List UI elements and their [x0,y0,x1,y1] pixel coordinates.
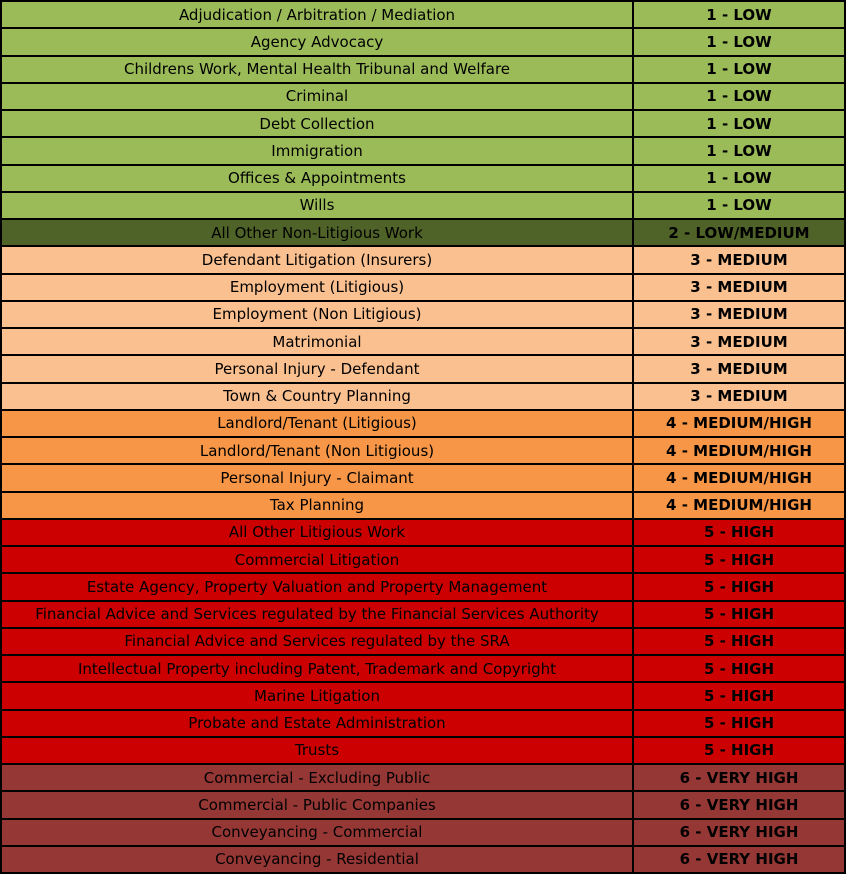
table-row [1,573,845,600]
practice-area-cell: Agency Advocacy [1,28,633,55]
risk-level-cell: 3 - MEDIUM [633,246,845,273]
table-row [1,846,845,873]
risk-level-cell: 4 - MEDIUM/HIGH [633,492,845,519]
practice-area-cell: Personal Injury - Defendant [1,355,633,382]
risk-level-cell: 5 - HIGH [633,519,845,546]
practice-area-cell: Employment (Non Litigious) [1,301,633,328]
table-row [1,219,845,246]
risk-table-body [1,1,845,873]
risk-level-cell: 5 - HIGH [633,655,845,682]
practice-area-cell: Commercial Litigation [1,546,633,573]
table-row [1,1,845,28]
table-row [1,628,845,655]
practice-area-cell: Tax Planning [1,492,633,519]
practice-area-cell: Conveyancing - Residential [1,846,633,873]
table-row [1,601,845,628]
practice-area-cell: All Other Litigious Work [1,519,633,546]
table-row [1,492,845,519]
risk-level-cell: 1 - LOW [633,83,845,110]
risk-level-cell: 5 - HIGH [633,628,845,655]
risk-level-cell: 3 - MEDIUM [633,383,845,410]
practice-area-cell: Landlord/Tenant (Litigious) [1,410,633,437]
risk-level-cell: 1 - LOW [633,56,845,83]
risk-level-cell: 5 - HIGH [633,737,845,764]
table-row [1,682,845,709]
risk-level-cell: 4 - MEDIUM/HIGH [633,464,845,491]
risk-level-cell: 4 - MEDIUM/HIGH [633,437,845,464]
risk-level-cell: 4 - MEDIUM/HIGH [633,410,845,437]
risk-level-cell: 3 - MEDIUM [633,328,845,355]
table-row [1,56,845,83]
table-row [1,710,845,737]
practice-area-cell: Immigration [1,137,633,164]
risk-level-cell: 3 - MEDIUM [633,274,845,301]
risk-level-cell: 5 - HIGH [633,601,845,628]
practice-area-cell: Criminal [1,83,633,110]
table-row [1,328,845,355]
practice-area-cell: Probate and Estate Administration [1,710,633,737]
risk-level-cell: 6 - VERY HIGH [633,791,845,818]
table-row [1,737,845,764]
table-row [1,28,845,55]
table-row [1,791,845,818]
risk-level-cell: 6 - VERY HIGH [633,846,845,873]
risk-level-cell: 1 - LOW [633,28,845,55]
table-row [1,246,845,273]
risk-level-cell: 3 - MEDIUM [633,355,845,382]
table-row [1,110,845,137]
risk-level-cell: 6 - VERY HIGH [633,764,845,791]
risk-level-cell: 1 - LOW [633,1,845,28]
practice-area-cell: Personal Injury - Claimant [1,464,633,491]
risk-level-cell: 5 - HIGH [633,546,845,573]
risk-level-cell: 2 - LOW/MEDIUM [633,219,845,246]
practice-area-cell: Defendant Litigation (Insurers) [1,246,633,273]
practice-area-cell: Commercial - Public Companies [1,791,633,818]
practice-area-cell: Landlord/Tenant (Non Litigious) [1,437,633,464]
table-row [1,764,845,791]
practice-area-cell: Offices & Appointments [1,165,633,192]
risk-level-cell: 1 - LOW [633,192,845,219]
practice-area-cell: Matrimonial [1,328,633,355]
risk-level-cell: 5 - HIGH [633,682,845,709]
risk-level-cell: 1 - LOW [633,165,845,192]
practice-area-cell: Town & Country Planning [1,383,633,410]
practice-area-cell: Commercial - Excluding Public [1,764,633,791]
table-row [1,437,845,464]
practice-area-cell: Adjudication / Arbitration / Mediation [1,1,633,28]
table-row [1,546,845,573]
risk-level-cell: 6 - VERY HIGH [633,819,845,846]
practice-area-cell: Marine Litigation [1,682,633,709]
risk-level-cell: 1 - LOW [633,137,845,164]
table-row [1,165,845,192]
practice-area-cell: Trusts [1,737,633,764]
practice-area-cell: Financial Advice and Services regulated by the Financial Services Authority [1,601,633,628]
table-row [1,519,845,546]
risk-level-cell: 1 - LOW [633,110,845,137]
risk-level-cell: 3 - MEDIUM [633,301,845,328]
practice-area-cell: Debt Collection [1,110,633,137]
table-row [1,383,845,410]
table-row [1,410,845,437]
table-row [1,464,845,491]
practice-area-cell: Estate Agency, Property Valuation and Property Management [1,573,633,600]
table-row [1,274,845,301]
table-row [1,137,845,164]
practice-area-cell: Employment (Litigious) [1,274,633,301]
practice-area-cell: Wills [1,192,633,219]
practice-area-cell: Childrens Work, Mental Health Tribunal and Welfare [1,56,633,83]
risk-level-cell: 5 - HIGH [633,710,845,737]
practice-area-cell: Financial Advice and Services regulated by the SRA [1,628,633,655]
table-row [1,192,845,219]
table-row [1,819,845,846]
table-row [1,301,845,328]
table-row [1,83,845,110]
practice-area-cell: Intellectual Property including Patent, Trademark and Copyright [1,655,633,682]
practice-area-cell: All Other Non-Litigious Work [1,219,633,246]
risk-level-cell: 5 - HIGH [633,573,845,600]
table-row [1,655,845,682]
practice-area-cell: Conveyancing - Commercial [1,819,633,846]
table-row [1,355,845,382]
